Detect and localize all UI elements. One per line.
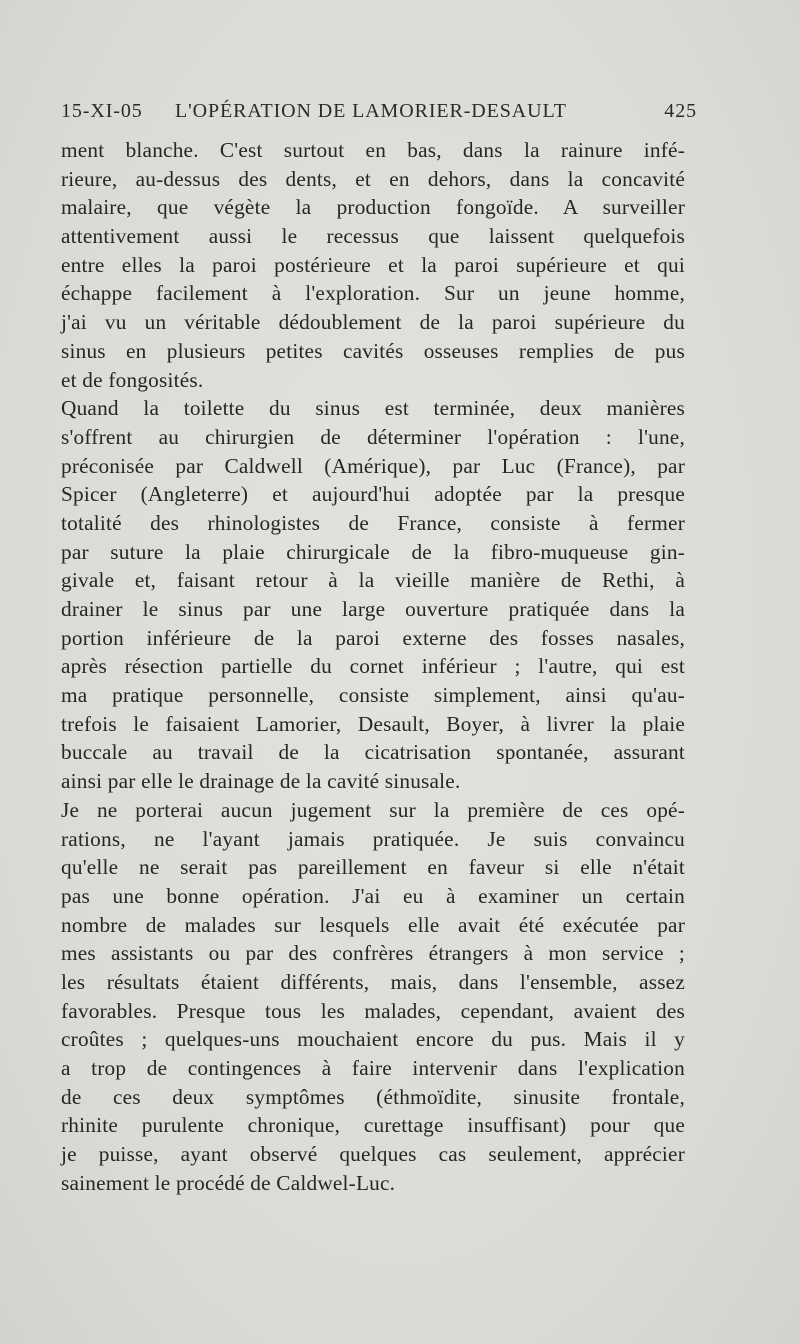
text-line: attentivement aussi le recessus que laissent quelquefois [61,224,685,249]
text-line: je puisse, ayant observé quelques cas seulement, apprécier [61,1142,685,1167]
text-line: sainement le procédé de Caldwel-Luc. [61,1170,396,1195]
text-line: rieure, au-dessus des dents, et en dehors, dans la concavité [61,166,685,191]
page-number: 425 [664,100,697,122]
text-line: entre elles la paroi postérieure et la paroi supérieure et qui [61,252,685,277]
text-line: givale et, faisant retour à la vieille manière de Rethi, à [61,568,685,593]
text-line: après résection partielle du cornet inférieur ; l'autre, qui est [61,654,685,679]
text-line: s'offrent au chirurgien de déterminer l'opération : l'une, [61,424,685,449]
text-line: rhinite purulente chronique, curettage insuffisant) pour que [61,1113,685,1138]
text-line: ment blanche. C'est surtout en bas, dans la rainure infé- [61,138,685,162]
text-line: a trop de contingences à faire intervenir dans l'explication [61,1056,685,1080]
text-line: et de fongosités. [61,367,204,392]
text-line: par suture la plaie chirurgicale de la fibro-muqueuse gin- [61,539,685,564]
text-line: Quand la toilette du sinus est terminée, deux manières [61,396,685,421]
text-line: mes assistants ou par des confrères étrangers à mon service ; [61,941,685,966]
text-line: totalité des rhinologistes de France, consiste à fermer [61,510,685,535]
text-line: préconisée par Caldwell (Amérique), par Luc (France), par [61,453,685,478]
body-text [61,136,685,1197]
text-line: favorables. Presque tous les malades, cependant, avaient des [61,998,685,1023]
running-head [61,100,697,132]
text-line: nombre de malades sur lesquels elle avait été exécutée par [61,912,685,937]
text-line: pas une bonne opération. J'ai eu à examiner un certain [61,883,685,908]
text-line: sinus en plusieurs petites cavités osseuses remplies de pus [61,338,685,363]
text-line: de ces deux symptômes (éthmoïdite, sinusite frontale, [61,1084,685,1109]
running-head-title: L'OPÉRATION DE LAMORIER-DESAULT [175,100,567,122]
text-line: rations, ne l'ayant jamais pratiquée. Je suis convaincu [61,826,685,851]
text-line: ainsi par elle le drainage de la cavité sinusale. [61,769,461,794]
text-line: Spicer (Angleterre) et aujourd'hui adoptée par la presque [61,482,685,507]
text-line: échappe facilement à l'exploration. Sur un jeune homme, [61,281,685,306]
text-line: trefois le faisaient Lamorier, Desault, Boyer, à livrer la plaie [61,711,685,736]
text-line: croûtes ; quelques-uns mouchaient encore du pus. Mais il y [61,1027,685,1052]
text-line: portion inférieure de la paroi externe des fosses nasales, [61,625,685,650]
text-line: les résultats étaient différents, mais, dans l'ensemble, assez [61,969,685,994]
text-line: malaire, que végète la production fongoïde. A surveiller [61,195,685,220]
text-line: qu'elle ne serait pas pareillement en faveur si elle n'était [61,855,685,880]
text-line: Je ne porterai aucun jugement sur la première de ces opé- [61,797,685,822]
running-head-date: 15-XI-05 [61,100,143,122]
text-line: buccale au travail de la cicatrisation spontanée, assurant [61,740,685,765]
text-line: ma pratique personnelle, consiste simplement, ainsi qu'au- [61,683,685,708]
text-line: drainer le sinus par une large ouverture pratiquée dans la [61,597,685,621]
text-line: j'ai vu un véritable dédoublement de la paroi supérieure du [61,310,685,335]
